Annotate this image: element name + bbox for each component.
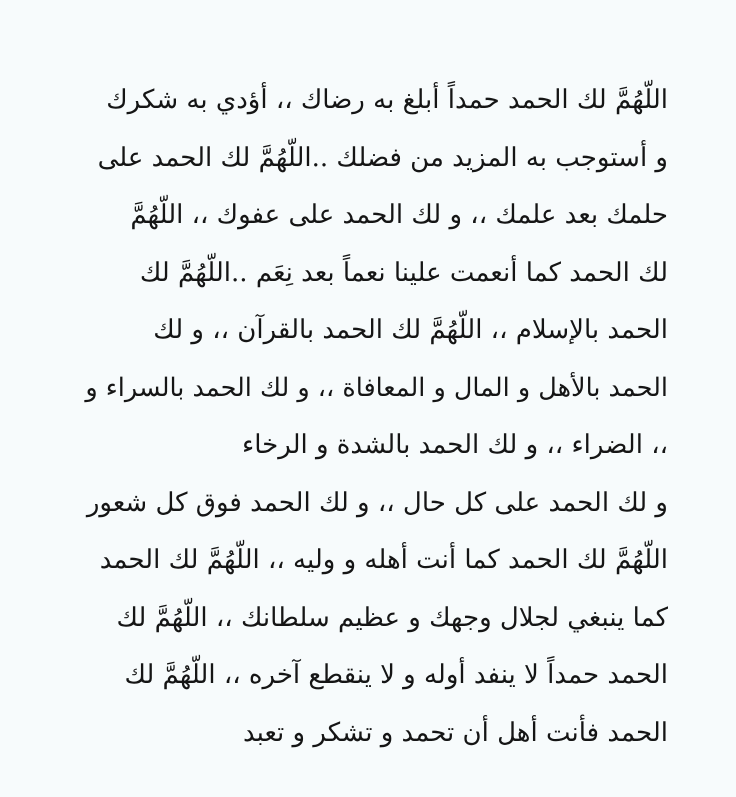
text-line-7: ،، الضراء ،، و لك الحمد بالشدة و الرخاء (242, 430, 668, 460)
text-line-5: الحمد بالإسلام ،، اللّهُمَّ لك الحمد بالقرآن ،، و لك (153, 315, 668, 345)
text-line-9: اللّهُمَّ لك الحمد كما أنت أهله و وليه ،، اللّهُمَّ لك الحمد (99, 545, 668, 575)
dua-text-block (76, 72, 668, 762)
text-line-3: حلمك بعد علمك ،، و لك الحمد على عفوك ،، اللّهُمَّ (130, 200, 668, 230)
text-line-1: اللّهُمَّ لك الحمد حمداً أبلغ به رضاك ،، أؤدي به شكرك (106, 85, 668, 115)
text-line-6: الحمد بالأهل و المال و المعافاة ،، و لك الحمد بالسراء و (85, 372, 668, 403)
text-line-2: و أستوجب به المزيد من فضلك ..اللّهُمَّ لك الحمد على (97, 142, 668, 173)
text-line-12: الحمد فأنت أهل أن تحمد و تشكر و تعبد (242, 717, 668, 748)
text-line-11: الحمد حمداً لا ينفد أوله و لا ينقطع آخره ،، اللّهُمَّ لك (124, 660, 668, 690)
text-line-4: لك الحمد كما أنعمت علينا نعماً بعد نِعَم ..اللّهُمَّ لك (139, 257, 668, 288)
text-line-8: و لك الحمد على كل حال ،، و لك الحمد فوق كل شعور (86, 487, 668, 518)
text-line-10: كما ينبغي لجلال وجهك و عظيم سلطانك ،، اللّهُمَّ لك (116, 602, 668, 633)
